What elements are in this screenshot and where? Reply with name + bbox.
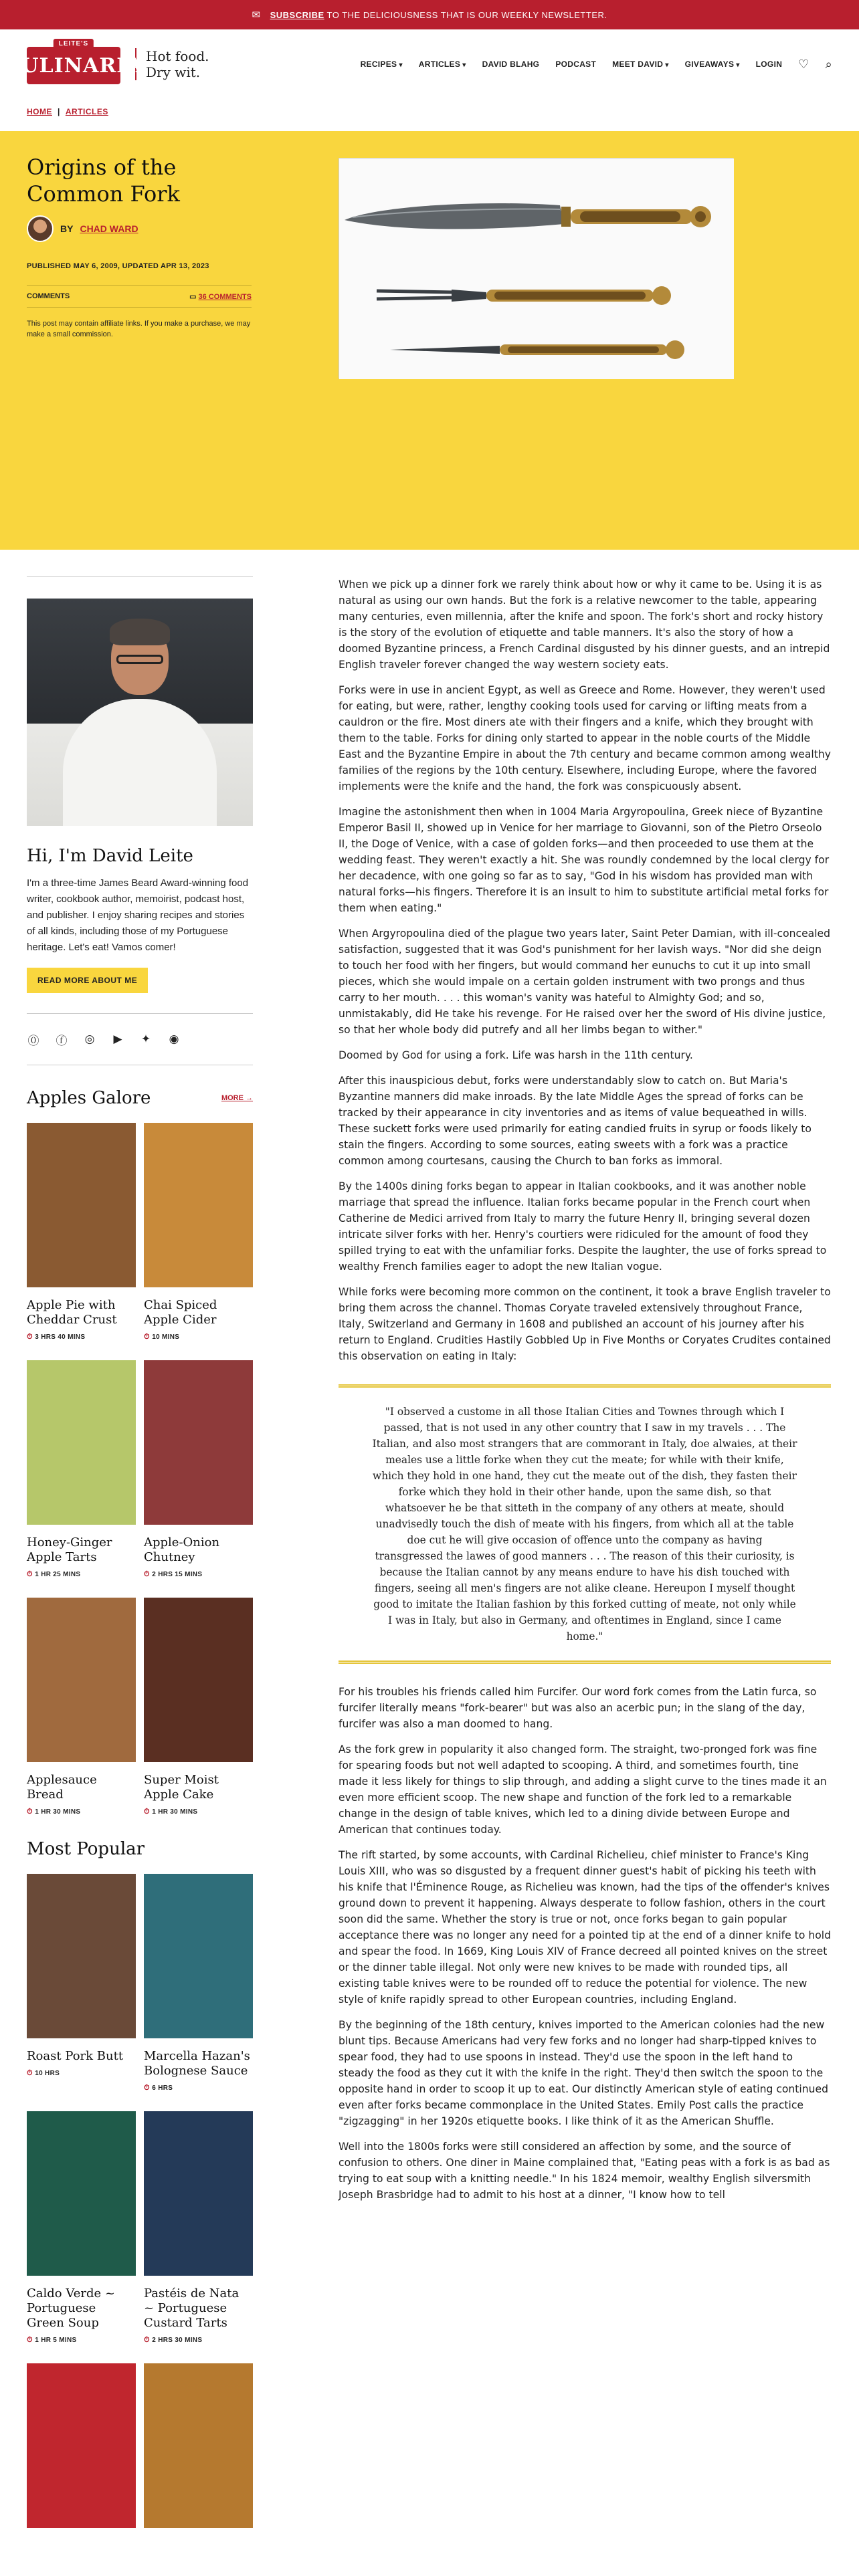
tagline <box>135 48 209 80</box>
recipe-image[interactable] <box>27 1874 136 2038</box>
recipe-time: ⏱ 10 HRS <box>27 2069 136 2078</box>
recipe-image[interactable] <box>144 1123 253 1287</box>
instagram-icon[interactable]: ◎ <box>84 1033 95 1045</box>
recipe-card[interactable] <box>27 1360 136 1579</box>
recipe-image[interactable] <box>27 2363 136 2528</box>
heart-icon[interactable]: ♡ <box>798 57 809 71</box>
comments-link[interactable]: 36 COMMENTS <box>198 292 252 301</box>
recipe-image[interactable] <box>144 1360 253 1525</box>
recipe-name[interactable]: Caldo Verde ~ Portuguese Green Soup <box>27 2286 115 2330</box>
recipe-card[interactable] <box>27 2111 136 2345</box>
page-title: Origins of the Common Fork <box>27 154 180 207</box>
recipe-image[interactable] <box>144 2363 253 2528</box>
tagline-line-1: Hot food. <box>146 48 209 64</box>
recipe-name[interactable]: Pastéis de Nata ~ Portuguese Custard Tarts <box>144 2286 240 2330</box>
recipe-card[interactable] <box>27 2363 136 2528</box>
apples-grid <box>27 1123 253 1816</box>
article-paragraph: By the beginning of the 18th century, knives imported to the American colonies had the new blunt tips. Because Americans had very few forks and no longer had sharp-tipped knives to spear food, they had to use spoons in instead. They'd use the spoon in the left hand to steady the food as they cut it with the knife in the right. They'd then switch the spoon to the opposite hand in order to scoop it up to eat. Our distinctly American style of eating continued even after forks became commonplace in the United States. Emily Post calls the practice "zigzagging" in her 1920s etiquette books. I like think of it as the American Shuffle. <box>339 2019 829 2127</box>
recipe-image[interactable] <box>144 1598 253 1762</box>
article-paragraph: Imagine the astonishment then when in 1004 Maria Argyropoulina, Greek niece of Byzantine Emperor Basil II, showed up in Venice for her marriage to Giovanni, son of the Pietro Orseolo II, the Doge of Venice, with a case of golden forks—and then proceeded to use them at the wedding feast. They weren't exactly a hit. She was roundly condemned by the local clergy for her decadence, with one going so far as to say, "God in his wisdom has provided man with natural forks—his fingers. Therefore it is an insult to him to substitute artificial metal forks for them when eating." <box>339 806 830 914</box>
facebook-icon[interactable]: ⓕ <box>56 1034 68 1047</box>
article-body <box>339 576 831 2212</box>
cutlery-illustration <box>339 158 734 379</box>
recipe-name[interactable]: Super Moist Apple Cake <box>144 1773 219 1802</box>
recipe-time: ⏱ 3 HRS 40 MINS <box>27 1333 136 1341</box>
recipe-image[interactable] <box>27 1598 136 1762</box>
popular-grid <box>27 1874 253 2528</box>
recipe-time: ⏱ 2 HRS 30 MINS <box>144 2336 253 2345</box>
author-link[interactable]: CHAD WARD <box>80 223 138 234</box>
author-photo <box>27 599 253 826</box>
recipe-name[interactable]: Honey-Ginger Apple Tarts <box>27 1535 112 1564</box>
recipe-card[interactable] <box>144 1598 253 1816</box>
comments-link-wrap[interactable] <box>189 292 252 301</box>
recipe-name[interactable]: Roast Pork Butt <box>27 2049 124 2063</box>
recipe-image[interactable] <box>144 1874 253 2038</box>
sidebar <box>27 576 253 2528</box>
comments-row <box>27 285 252 308</box>
rss-icon[interactable]: ◉ <box>169 1033 179 1045</box>
article-paragraph: Well into the 1800s forks were still considered an affection by some, and the source of confusion to others. One diner in Maine complained that, "Eating peas with a fork is as bad as trying to eat soup with a knitting needle." In his 1824 memoir, wealthy English silversmith Joseph Brasbridge had to admit to his host at a dinner, "I know how to tell <box>339 2141 830 2201</box>
comments-label: COMMENTS <box>27 292 70 300</box>
newsletter-text <box>270 10 607 20</box>
read-more-button[interactable]: READ MORE ABOUT ME <box>27 968 148 993</box>
breadcrumb-articles[interactable]: ARTICLES <box>65 107 108 116</box>
site-logo[interactable] <box>4 40 143 88</box>
recipe-image[interactable] <box>27 2111 136 2276</box>
recipe-card[interactable] <box>144 1874 253 2092</box>
recipe-name[interactable]: Apple-Onion Chutney <box>144 1535 220 1564</box>
recipe-time: ⏱ 1 HR 30 MINS <box>27 1808 136 1816</box>
article-paragraph: For his troubles his friends called him Furcifer. Our word fork comes from the Latin furca, so furcifer literally means "fork-bearer" but was also an acerbic pun; in the slang of the day, furcifer was also a man doomed to hang. <box>339 1686 817 1730</box>
recipe-name[interactable]: Applesauce Bread <box>27 1773 97 1802</box>
article-paragraph: When we pick up a dinner fork we rarely think about how or why it came to be. Using it is as natural as using our own hands. But the fork is a relative newcomer to the table, appearing many centuries, even millennia, after the knife and spoon. The fork's short and rocky history is the story of the evolution of etiquette and table manners. It's also the story of how a doomed Byzantine princess, a French Cardinal disgusted by his dinner guests, and an intrepid English traveler forever changed the way western society eats. <box>339 578 830 671</box>
nav-podcast[interactable]: PODCAST <box>555 60 597 69</box>
newsletter-banner <box>0 0 859 29</box>
recipe-image[interactable] <box>27 1360 136 1525</box>
twitter-icon[interactable]: ✦ <box>140 1033 151 1045</box>
most-popular-header <box>27 1839 253 1859</box>
nav-giveaways[interactable]: GIVEAWAYS ▾ <box>685 60 740 69</box>
article-hero <box>0 131 859 550</box>
nav-recipes[interactable]: RECIPES ▾ <box>361 60 403 69</box>
recipe-time: ⏱ 6 HRS <box>144 2084 253 2092</box>
article-paragraph: After this inauspicious debut, forks were understandably slow to catch on. But Maria's Byzantine manners did make inroads. By the late Middle Ages the spread of forks can be tracked by their appearance in city inventories and as items of value bequeathed in wills. These suckett forks were used primarily for eating candied fruits in syrup or foods likely to stain the fingers. According to some sources, eating sweets with a fork was a practice common among courtesans, causing the Church to ban forks as immoral. <box>339 1075 812 1167</box>
article-paragraph: By the 1400s dining forks began to appear in Italian cookbooks, and it was another noble marriage that spread the influence. Italian forks became popular in the French court when Catherine de Medici arrived from Italy to marry the future Henry II, bringing several dozen intricate silver forks with her. Henry's courtiers were ridiculed for the amount of food they spilled trying to eat with the unfamiliar forks. Despite the laughter, the use of forks spread to wealthy French families eager to adopt the new Italian vogue. <box>339 1180 827 1273</box>
recipe-image[interactable] <box>27 1123 136 1287</box>
recipe-time: ⏱ 1 HR 25 MINS <box>27 1570 136 1579</box>
avatar <box>27 215 54 242</box>
recipe-card[interactable] <box>27 1874 136 2092</box>
social-links <box>27 1013 253 1065</box>
affiliate-disclaimer: This post may contain affiliate links. If you make a purchase, we may make a small commission. <box>27 320 251 338</box>
breadcrumb <box>27 107 108 116</box>
recipe-card[interactable] <box>144 2111 253 2345</box>
recipe-card[interactable] <box>27 1123 136 1341</box>
search-icon[interactable]: ⌕ <box>825 57 832 71</box>
nav-articles[interactable]: ARTICLES ▾ <box>419 60 466 69</box>
publish-date: PUBLISHED MAY 6, 2009, UPDATED APR 13, 2023 <box>27 262 209 270</box>
apples-galore-header <box>27 1088 253 1108</box>
byline-prefix: BY <box>60 223 74 234</box>
recipe-time: ⏱ 1 HR 30 MINS <box>144 1808 253 1816</box>
recipe-name[interactable]: Chai Spiced Apple Cider <box>144 1298 217 1327</box>
tagline-line-2: Dry wit. <box>146 64 201 80</box>
youtube-icon[interactable]: ▶ <box>113 1033 122 1045</box>
apples-more-link[interactable]: MORE → <box>221 1094 253 1102</box>
logo-wordmark: CULINARIA <box>27 47 120 84</box>
pull-quote: "I observed a custome in all those Italian Cities and Townes through which I passed, that is not used in any other country that I saw in my travels . . . The Italian, and also most strangers that are commorant in Italy, doe alwaies, at their meales use a little forke when they cut the meate; for while with their knife, which they hold in one hand, they cut the meate out of the dish, they fasten their forke which they hold in their other hande, upon the same dish, so that whatsoever he be that sitteth in the company of any others at meate, should unadvisedly touch the dish of meate with his fingers, from which all at the table doe cut he will give occasion of offence unto the company as having transgressed the lawes of good manners . . . The reason of this their curiosity, is because the Italian cannot by any means endure to have his dish touched with fingers, seeing all men's fingers are not alike cleane. Hereupon I myself thought good to imitate the Italian fashion by this forked cutting of meate, not only while I was in Italy, but also in Germany, and oftentimes in England, since I came home." <box>339 1384 831 1664</box>
subscribe-link[interactable]: SUBSCRIBE <box>270 9 324 20</box>
recipe-card[interactable] <box>144 2363 253 2528</box>
recipe-time: ⏱ 1 HR 5 MINS <box>27 2336 136 2345</box>
main-nav <box>361 58 832 72</box>
breadcrumb-separator: | <box>58 107 60 116</box>
bio-title: Hi, I'm David Leite <box>27 846 193 866</box>
recipe-card[interactable] <box>144 1360 253 1579</box>
nav-login[interactable]: LOGIN <box>755 60 783 69</box>
site-header <box>0 29 859 99</box>
article-paragraph: As the fork grew in popularity it also changed form. The straight, two-pronged fork was fine for spearing foods but not well adapted to scooping. A third, and sometimes fourth, tine made it less likely for things to slip through, and adding a slight curve to the tines made it an even more efficient scoop. The new shape and function of the fork led to a remarkable change in the design of table knives, which led to a dining divide between Europe and American that continues today. <box>339 1743 827 1836</box>
article-paragraph: When Argyropoulina died of the plague two years later, Saint Peter Damian, with ill-concealed satisfaction, suggested that it was God's punishment for her lavish ways. "Nor did she deign to touch her food with her fingers, but would command her eunuchs to cut it up into small pieces, which she would impale on a certain golden instrument with two prongs and thus carry to her mouth. . . . this woman's vanity was hateful to Almighty God; and so, unmistakably, did He take his revenge. For He raised over her the sword of His divine justice, so that her whole body did putrefy and all her limbs began to wither." <box>339 928 831 1036</box>
recipe-time: ⏱ 2 HRS 15 MINS <box>144 1570 253 1579</box>
recipe-time: ⏱ 10 MINS <box>144 1333 253 1341</box>
recipe-card[interactable] <box>27 1598 136 1816</box>
article-paragraph: While forks were becoming more common on the continent, it took a brave English traveler to bring them across the channel. Thomas Coryate traveled extensively throughout France, Italy, Switzerland and Germany in 1608 and published an account of his journey after his return to England. Crudities Hastily Gobbled Up in Five Months or Coryates Crudites contained this observation on eating in Italy: <box>339 1286 831 1362</box>
apples-galore-title: Apples Galore <box>27 1088 151 1108</box>
breadcrumb-home[interactable]: HOME <box>27 107 52 116</box>
newsletter-suffix: TO THE DELICIOUSNESS THAT IS OUR WEEKLY NEWSLETTER. <box>324 9 607 20</box>
byline <box>27 215 138 242</box>
comment-icon: ▭ <box>189 292 199 301</box>
article-paragraph: Forks were in use in ancient Egypt, as well as Greece and Rome. However, they weren't used for eating, but were, rather, lengthy cooking tools used for carving or lifting meats from a cauldron or the fire. Most diners ate with their fingers and a knife, which they brought with them to the table. Forks for dining only started to appear in the noble courts of the Middle East and the Byzantine Empire in about the 7th century and became common among wealthy families of the regions by the 10th century. Elsewhere, including Europe, where the favored implements were the knife and the hand, the fork was conspicuously absent. <box>339 684 831 792</box>
hero-image-cutlery <box>339 158 733 379</box>
recipe-image[interactable] <box>144 2111 253 2276</box>
recipe-card[interactable] <box>144 1123 253 1341</box>
article-paragraph: Doomed by God for using a fork. Life was harsh in the 11th century. <box>339 1049 693 1061</box>
recipe-name[interactable]: Marcella Hazan's Bolognese Sauce <box>144 2049 250 2078</box>
bio-text: I'm a three-time James Beard Award-winning food writer, cookbook author, memoirist, podcast host, and publisher. I enjoy sharing recipes and stories of all kinds, including those of my Portuguese heritage. Let's eat! Vamos comer! <box>27 877 249 953</box>
nav-meet-david[interactable]: MEET DAVID ▾ <box>612 60 669 69</box>
most-popular-title: Most Popular <box>27 1839 145 1859</box>
article-paragraph: The rift started, by some accounts, with Cardinal Richelieu, chief minister to France's King Louis XIII, who was so disgusted by a frequent dinner guest's habit of picking his teeth with his knife that l'Éminence Rouge, as Richelieu was known, had the tips of the offender's knives ground down to prevent it happening. Always desperate to follow fashion, others in the court soon did the same. Whether the story is true or not, once forks began to gain popular acceptance there was no longer any need for a pointed tip at the end of a dinner knife to hold and spear the food. In 1669, King Louis XIV of France decreed all pointed knives on the street or the dinner table illegal. Not only were new knives to be made with rounded tips, all existing table knives were to be rounded off to reduce the potential for violence. The new style of knife rapidly spread to other European countries, including England. <box>339 1849 831 2006</box>
nav-david-blahg[interactable]: DAVID BLAHG <box>482 60 540 69</box>
divider <box>27 576 253 577</box>
logo-badge: LEITE'S <box>54 39 94 49</box>
pinterest-icon[interactable]: ⓪ <box>27 1034 39 1047</box>
envelope-icon: ✉ <box>252 9 261 21</box>
recipe-name[interactable]: Apple Pie with Cheddar Crust <box>27 1298 117 1327</box>
